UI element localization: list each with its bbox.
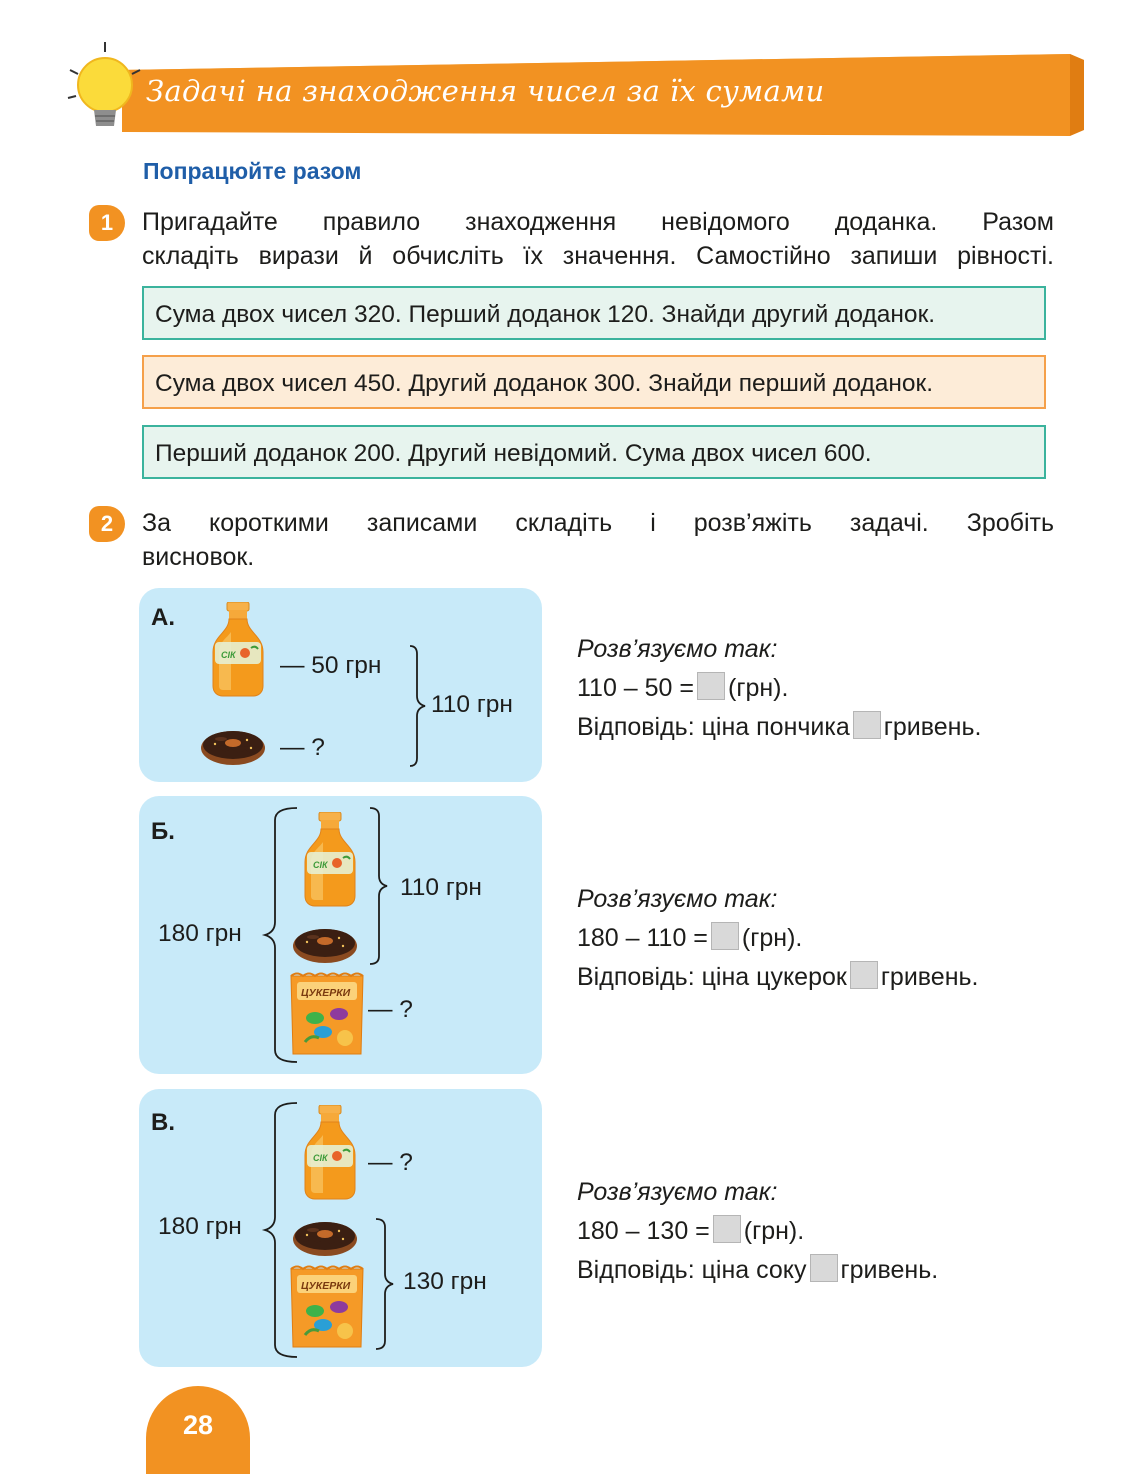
solution-expression: 110 – 50 = (577, 674, 695, 702)
answer-input[interactable] (697, 672, 725, 700)
juice-bottle-icon (207, 602, 269, 698)
answer-line (577, 1251, 938, 1290)
answer-line (577, 708, 981, 747)
answer-prefix: Відповідь: ціна пончика (577, 713, 850, 741)
answer-line (577, 958, 978, 997)
task-1-line-2: складіть вирази й обчисліть їх значення. Самостійно запиши рівності. (142, 242, 1054, 270)
candy-bag-icon (289, 1265, 365, 1349)
solution-expression-line (577, 669, 981, 708)
donut-icon (201, 726, 267, 766)
candy-price: — ? (368, 996, 413, 1023)
panel-b (139, 796, 542, 1074)
total-price: 180 грн (158, 1213, 242, 1240)
solution-label: Розв’язуємо так: (577, 1178, 778, 1206)
total-price: 110 грн (431, 691, 513, 718)
solution-label: Розв’язуємо так: (577, 885, 778, 913)
donut-icon (293, 924, 359, 964)
answer-input[interactable] (850, 961, 878, 989)
page-title: Задачі на знаходження чисел за їх сумами (146, 74, 825, 108)
task-1-text (142, 205, 1054, 273)
solution-unit: (грн). (728, 674, 789, 702)
juice-bottle-icon (299, 812, 361, 908)
task-2-line-1: За короткими записами складіть і розв’яжіть задачі. Зробіть (142, 509, 1054, 537)
panel-letter: А. (151, 604, 175, 631)
problem-box-3: Перший доданок 200. Другий невідомий. Сума двох чисел 600. (142, 425, 1046, 479)
juice-price: — ? (368, 1149, 413, 1176)
task-number-1: 1 (89, 205, 125, 241)
donut-price: — ? (280, 734, 325, 761)
section-heading: Попрацюйте разом (143, 158, 362, 184)
answer-input[interactable] (810, 1254, 838, 1282)
task-number-2: 2 (89, 506, 125, 542)
solution-expression: 180 – 130 = (577, 1217, 710, 1245)
answer-suffix: гривень. (883, 713, 982, 741)
solution-unit: (грн). (743, 1217, 805, 1245)
answer-suffix: гривень. (840, 1256, 939, 1284)
answer-input[interactable] (713, 1215, 741, 1243)
candy-bag-icon (289, 972, 365, 1056)
page-number: 28 (146, 1386, 250, 1474)
solution-expression-line (577, 919, 978, 958)
solution-b (577, 880, 978, 997)
task-1-line-1: Пригадайте правило знаходження невідомого доданка. Разом (142, 208, 1054, 236)
answer-input[interactable] (853, 711, 881, 739)
panel-a (139, 588, 542, 782)
answer-suffix: гривень. (880, 963, 979, 991)
answer-prefix: Відповідь: ціна цукерок (577, 963, 847, 991)
panel-letter: В. (151, 1109, 175, 1136)
juice-bottle-icon (299, 1105, 361, 1201)
task-2-text (142, 506, 1054, 574)
solution-label: Розв’язуємо так: (577, 635, 778, 663)
right-brace (367, 806, 397, 966)
solution-unit: (грн). (741, 924, 803, 952)
pair-price: 110 грн (400, 874, 482, 901)
panel-letter: Б. (151, 818, 175, 845)
solution-expression: 180 – 110 = (577, 924, 708, 952)
donut-icon (293, 1217, 359, 1257)
problem-box-2: Сума двох чисел 450. Другий доданок 300. Знайди перший доданок. (142, 355, 1046, 409)
right-brace (373, 1217, 403, 1351)
pair-price: 130 грн (403, 1268, 487, 1295)
solution-a (577, 630, 981, 747)
problem-box-1: Сума двох чисел 320. Перший доданок 120. Знайди другий доданок. (142, 286, 1046, 340)
answer-prefix: Відповідь: ціна соку (577, 1256, 807, 1284)
panel-c (139, 1089, 542, 1367)
total-price: 180 грн (158, 920, 242, 947)
solution-c (577, 1173, 938, 1290)
answer-input[interactable] (711, 922, 739, 950)
juice-price: — 50 грн (280, 652, 382, 679)
task-2-line-2: висновок. (142, 543, 255, 571)
solution-expression-line (577, 1212, 938, 1251)
